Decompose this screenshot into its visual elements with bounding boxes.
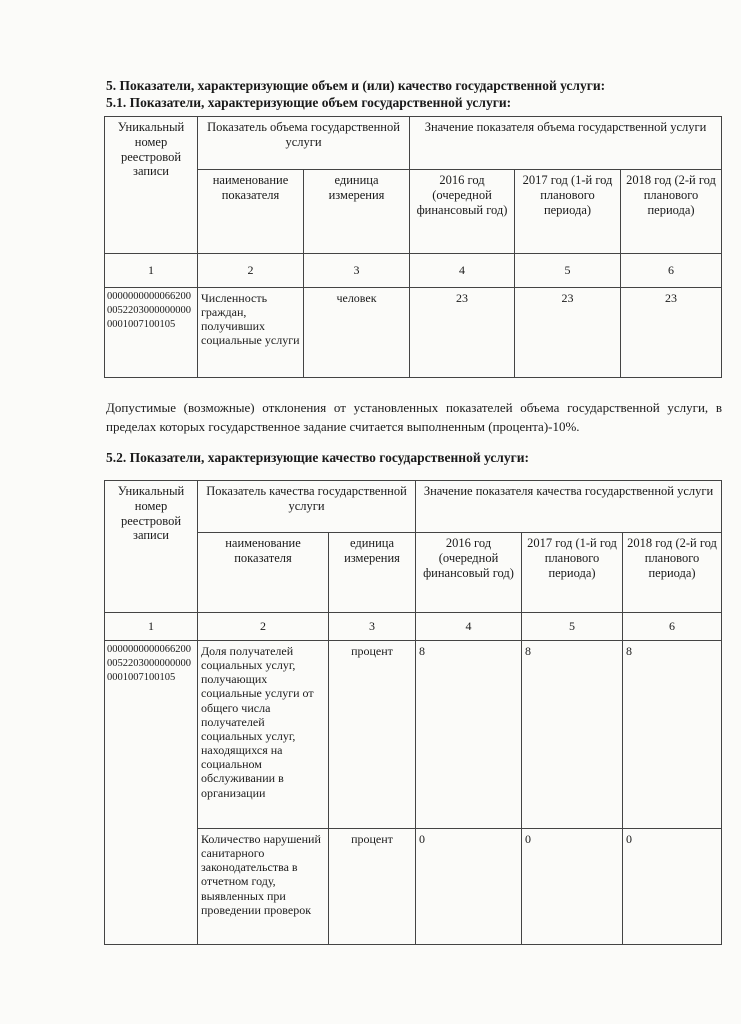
unit-header: единица измерения xyxy=(304,170,410,254)
year-2017-header: 2017 год (1-й год планового периода) xyxy=(522,533,623,613)
column-number: 2 xyxy=(198,613,329,641)
indicator-header: Показатель качества государственной услуги xyxy=(198,481,416,533)
indicator-name: Количество нарушений санитарного законодательства в отчетном году, выявленных при проведении проверок xyxy=(198,829,329,945)
value-2018: 0 xyxy=(623,829,722,945)
section-5-2-heading: 5.2. Показатели, характеризующие качество государственной услуги: xyxy=(106,450,530,465)
value-header: Значение показателя качества государственной услуги xyxy=(416,481,722,533)
value-header: Значение показателя объема государственной услуги xyxy=(410,117,722,170)
indicator-unit: процент xyxy=(329,829,416,945)
deviation-paragraph: Допустимые (возможные) отклонения от установленных показателей объема государственной услуги, в пределах которых государственное задание считается выполненным (процента)-10%. xyxy=(106,400,722,434)
section-5-1-heading: 5.1. Показатели, характеризующие объем государственной услуги: xyxy=(106,95,512,110)
table-row xyxy=(105,288,722,378)
value-2018: 23 xyxy=(621,288,722,378)
indicator-name: Доля получателей социальных услуг, получающих социальные услуги от общего числа получателей социальных услуг, находящихся на социальном обслуживании в организации xyxy=(198,641,329,829)
table-row xyxy=(105,829,722,945)
registry-number-header: Уникальный номер реестровой записи xyxy=(105,481,198,613)
table-row xyxy=(105,641,722,829)
value-2017: 23 xyxy=(515,288,621,378)
column-number: 3 xyxy=(329,613,416,641)
indicator-unit: человек xyxy=(304,288,410,378)
column-number: 6 xyxy=(623,613,722,641)
name-header: наименование показателя xyxy=(198,170,304,254)
column-number: 1 xyxy=(105,613,198,641)
column-number: 3 xyxy=(304,254,410,288)
registry-number-header: Уникальный номер реестровой записи xyxy=(105,117,198,254)
column-number: 4 xyxy=(410,254,515,288)
year-2017-header: 2017 год (1-й год планового периода) xyxy=(515,170,621,254)
year-2016-header: 2016 год (очередной финансовый год) xyxy=(416,533,522,613)
registry-code: 000000000006620000522030000000000001007100105 xyxy=(105,288,198,378)
column-number: 5 xyxy=(515,254,621,288)
column-number: 6 xyxy=(621,254,722,288)
value-2017: 0 xyxy=(522,829,623,945)
column-number: 5 xyxy=(522,613,623,641)
year-2018-header: 2018 год (2-й год планового периода) xyxy=(621,170,722,254)
value-2016: 0 xyxy=(416,829,522,945)
year-2016-header: 2016 год (очередной финансовый год) xyxy=(410,170,515,254)
value-2018: 8 xyxy=(623,641,722,829)
value-2016: 8 xyxy=(416,641,522,829)
name-header: наименование показателя xyxy=(198,533,329,613)
column-number: 4 xyxy=(416,613,522,641)
registry-code: 000000000006620000522030000000000001007100105 xyxy=(105,641,198,945)
value-2017: 8 xyxy=(522,641,623,829)
indicator-header: Показатель объема государственной услуги xyxy=(198,117,410,170)
unit-header: единица измерения xyxy=(329,533,416,613)
column-number: 2 xyxy=(198,254,304,288)
indicator-unit: процент xyxy=(329,641,416,829)
year-2018-header: 2018 год (2-й год планового периода) xyxy=(623,533,722,613)
column-number: 1 xyxy=(105,254,198,288)
section-5-heading: 5. Показатели, характеризующие объем и (или) качество государственной услуги: xyxy=(106,78,606,93)
volume-table xyxy=(104,116,722,378)
value-2016: 23 xyxy=(410,288,515,378)
quality-table xyxy=(104,480,722,945)
indicator-name: Численность граждан, получивших социальные услуги xyxy=(198,288,304,378)
